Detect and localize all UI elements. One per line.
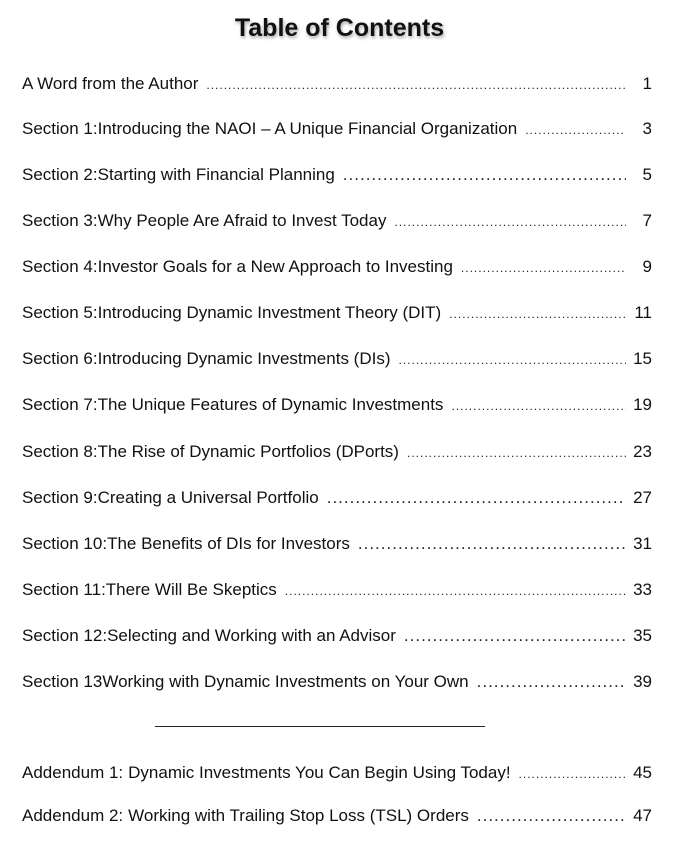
toc-addendum-label: Addendum 2: xyxy=(22,806,124,825)
toc-section-label: Section 12: xyxy=(22,626,108,645)
toc-page-number: 23 xyxy=(633,442,652,461)
toc-entry-title: Introducing Dynamic Investments (DIs) xyxy=(97,349,391,368)
toc-page-number: 31 xyxy=(633,534,652,553)
toc-section-label: Section 3: xyxy=(22,211,98,230)
toc-entry-title: Selecting and Working with an Advisor xyxy=(107,626,396,645)
section-divider xyxy=(155,726,485,727)
toc-entry-section-9 xyxy=(22,488,652,512)
toc-section-label: Section 9: xyxy=(22,488,98,507)
toc-entry-section-10 xyxy=(22,534,652,558)
dot-leader xyxy=(477,806,626,826)
toc-page-number: 47 xyxy=(633,806,652,825)
toc-entry-section-8 xyxy=(22,442,652,466)
toc-page-number: 3 xyxy=(642,119,652,138)
toc-section-label: Section 10: xyxy=(22,534,108,553)
toc-entry-section-4 xyxy=(22,257,652,281)
toc-entry-title: The Rise of Dynamic Portfolios (DPorts) xyxy=(97,442,399,461)
toc-page-number: 35 xyxy=(633,626,652,645)
toc-section-label: Section 13 xyxy=(22,672,103,691)
dot-leader xyxy=(449,307,626,321)
toc-page-number: 27 xyxy=(633,488,652,507)
toc-section-label: Section 6: xyxy=(22,349,98,368)
toc-section-label: Section 7: xyxy=(22,395,98,414)
dot-leader xyxy=(399,353,627,367)
toc-entry-title: Investor Goals for a New Approach to Investing xyxy=(97,257,453,276)
toc-entry-title: There Will Be Skeptics xyxy=(105,580,277,599)
dot-leader xyxy=(285,584,626,598)
toc-page-number: 7 xyxy=(642,211,652,230)
toc-entry-title: Creating a Universal Portfolio xyxy=(97,488,319,507)
dot-leader xyxy=(327,488,626,508)
toc-entry-title: Why People Are Afraid to Invest Today xyxy=(97,211,387,230)
toc-entry-section-3 xyxy=(22,211,652,235)
toc-entry-section-5 xyxy=(22,303,652,327)
toc-page-number: 11 xyxy=(634,303,652,322)
dot-leader xyxy=(519,767,626,781)
toc-entry-author xyxy=(22,74,652,98)
dot-leader xyxy=(451,399,626,413)
toc-section-label: Section 11: xyxy=(22,580,106,599)
toc-entry-addendum-2 xyxy=(22,806,652,830)
toc-addendum-label: Addendum 1: xyxy=(22,763,124,782)
toc-entry-title: Introducing Dynamic Investment Theory (DIT) xyxy=(97,303,442,322)
toc-entry-title: A Word from the Author xyxy=(22,74,199,93)
dot-leader xyxy=(461,261,626,275)
toc-page-number: 33 xyxy=(633,580,652,599)
toc-page-number: 19 xyxy=(633,395,652,414)
toc-entry-title: The Unique Features of Dynamic Investments xyxy=(97,395,444,414)
toc-section-label: Section 1: xyxy=(22,119,98,138)
dot-leader xyxy=(343,165,626,185)
toc-entry-section-6 xyxy=(22,349,652,373)
toc-entry-addendum-1 xyxy=(22,763,652,787)
page-title: Table of Contents xyxy=(234,14,445,42)
dot-leader xyxy=(477,672,626,692)
toc-entry-title: Starting with Financial Planning xyxy=(97,165,335,184)
toc-entry-title: Dynamic Investments You Can Begin Using Today! xyxy=(128,763,511,782)
toc-page-number: 15 xyxy=(633,349,652,368)
toc-entry-title: Introducing the NAOI – A Unique Financial Organization xyxy=(97,119,518,138)
toc-section-label: Section 4: xyxy=(22,257,98,276)
toc-entry-section-1 xyxy=(22,119,652,143)
toc-section-label: Section 8: xyxy=(22,442,98,461)
dot-leader xyxy=(404,626,626,646)
toc-entry-title: Working with Dynamic Investments on Your Own xyxy=(102,672,469,691)
toc-entry-section-11 xyxy=(22,580,652,604)
dot-leader xyxy=(525,123,626,137)
toc-page-number: 1 xyxy=(642,74,652,93)
dot-leader xyxy=(394,215,626,229)
dot-leader xyxy=(206,78,626,92)
toc-entry-section-13 xyxy=(22,672,652,696)
toc-entry-title: Working with Trailing Stop Loss (TSL) Orders xyxy=(128,806,469,825)
toc-page-number: 39 xyxy=(633,672,652,691)
toc-page-number: 5 xyxy=(642,165,652,184)
toc-entry-section-12 xyxy=(22,626,652,650)
toc-entry-section-2 xyxy=(22,165,652,189)
dot-leader xyxy=(407,446,626,460)
toc-section-label: Section 2: xyxy=(22,165,98,184)
toc-page-number: 45 xyxy=(633,763,652,782)
toc-entry-title: The Benefits of DIs for Investors xyxy=(107,534,350,553)
toc-section-label: Section 5: xyxy=(22,303,98,322)
toc-page-number: 9 xyxy=(642,257,652,276)
dot-leader xyxy=(358,534,626,554)
toc-entry-section-7 xyxy=(22,395,652,419)
